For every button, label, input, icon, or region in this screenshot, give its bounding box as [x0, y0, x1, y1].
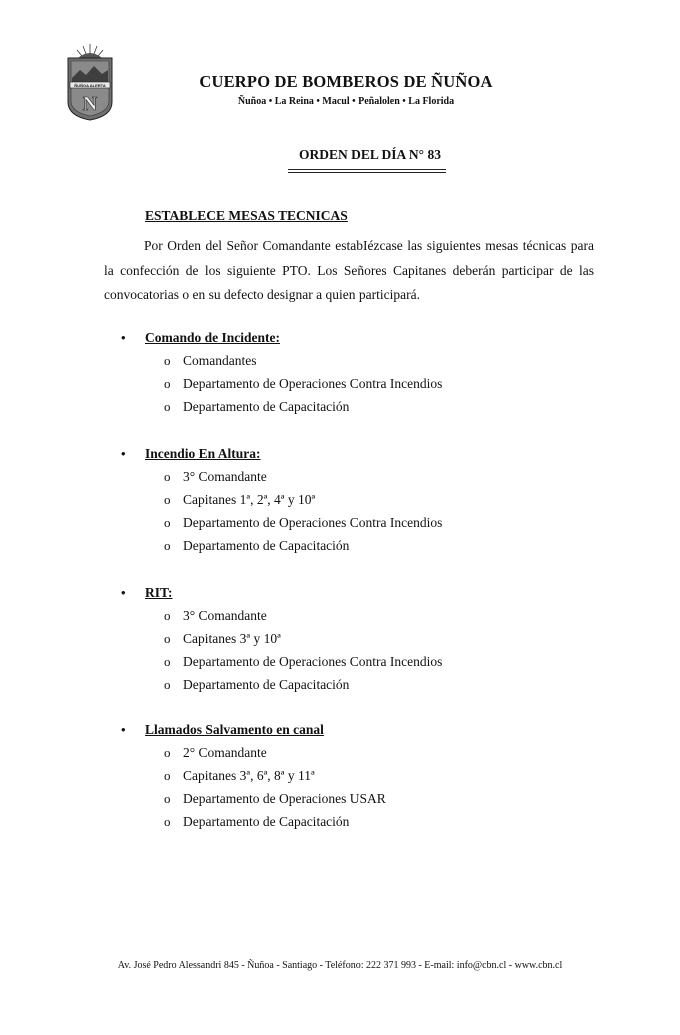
sub-bullet-marker: o — [164, 492, 171, 507]
list-item — [0, 631, 680, 654]
list-item — [0, 538, 680, 561]
communes-subtitle: Ñuñoa • La Reina • Macul • Peñalolen • La Florida — [237, 96, 455, 107]
sub-bullet-marker: o — [164, 631, 171, 646]
bullet-marker: • — [121, 330, 126, 345]
list-item — [0, 677, 680, 700]
bullet-marker: • — [121, 722, 126, 737]
group-heading — [0, 722, 680, 745]
group-label: Incendio En Altura: — [145, 446, 261, 461]
list-item-text: Capitanes 1ª, 2ª, 4ª y 10ª — [183, 492, 316, 507]
list-item — [0, 515, 680, 538]
list-item — [0, 376, 680, 399]
sub-bullet-marker: o — [164, 608, 171, 623]
sub-bullet-marker: o — [164, 353, 171, 368]
list-item — [0, 768, 680, 791]
sub-bullet-marker: o — [164, 791, 171, 806]
list-item — [0, 745, 680, 768]
list-item — [0, 492, 680, 515]
sub-bullet-marker: o — [164, 814, 171, 829]
order-title: ORDEN DEL DÍA N° 83 — [299, 147, 441, 162]
list-item — [0, 399, 680, 422]
list-item — [0, 608, 680, 631]
list-item-text: Departamento de Capacitación — [183, 677, 350, 692]
group-heading — [0, 446, 680, 469]
list-item-text: 3° Comandante — [183, 608, 267, 623]
list-item-text: 3° Comandante — [183, 469, 267, 484]
sub-bullet-marker: o — [164, 515, 171, 530]
sub-bullet-marker: o — [164, 768, 171, 783]
list-item — [0, 791, 680, 814]
group-llamados-salvamento-en-canal — [0, 722, 680, 837]
sub-bullet-marker: o — [164, 399, 171, 414]
list-item-text: Comandantes — [183, 353, 257, 368]
group-label: Llamados Salvamento en canal — [145, 722, 324, 737]
list-item — [0, 469, 680, 492]
intro-text: Por Orden del Señor Comandante estabIézcase las siguientes mesas técnicas para la confección de los siguiente PTO. Los Señores Capitanes deberán participar de las convocatorias o en su defecto designar a quien participará. — [104, 238, 594, 302]
footer-address: Av. José Pedro Alessandri 845 - Ñuñoa - Santiago - Teléfono: 222 371 993 - E-mail: info@cbn.cl - www.cbn.cl — [117, 960, 563, 971]
sub-bullet-marker: o — [164, 538, 171, 553]
sub-bullet-marker: o — [164, 745, 171, 760]
list-item-text: Departamento de Capacitación — [183, 399, 350, 414]
sub-bullet-marker: o — [164, 469, 171, 484]
list-item-text: Departamento de Capacitación — [183, 538, 350, 553]
bullet-marker: • — [121, 585, 126, 600]
sub-bullet-marker: o — [164, 376, 171, 391]
sub-bullet-marker: o — [164, 677, 171, 692]
group-heading — [0, 585, 680, 608]
sub-bullet-marker: o — [164, 654, 171, 669]
list-item-text: Capitanes 3ª, 6ª, 8ª y 11ª — [183, 768, 315, 783]
list-item-text: Departamento de Capacitación — [183, 814, 350, 829]
bullet-marker: • — [121, 446, 126, 461]
group-incendio-en-altura — [0, 446, 680, 561]
list-item-text: Departamento de Operaciones Contra Incendios — [183, 654, 443, 669]
list-item — [0, 353, 680, 376]
list-item-text: Capitanes 3ª y 10ª — [183, 631, 281, 646]
list-item-text: Departamento de Operaciones Contra Incendios — [183, 515, 443, 530]
list-item-text: Departamento de Operaciones USAR — [183, 791, 386, 806]
group-heading — [0, 330, 680, 353]
group-label: Comando de Incidente: — [145, 330, 281, 345]
list-item-text: Departamento de Operaciones Contra Incendios — [183, 376, 443, 391]
list-item-text: 2° Comandante — [183, 745, 267, 760]
group-comando-de-incidente — [0, 330, 680, 422]
crest-banner-text: ÑUÑOA ALERTA — [74, 82, 106, 88]
section-title: ESTABLECE MESAS TECNICAS — [145, 208, 348, 223]
group-label: RIT: — [145, 585, 173, 600]
crest-letter: N — [82, 93, 98, 115]
list-item — [0, 814, 680, 837]
list-item — [0, 654, 680, 677]
organization-title: CUERPO DE BOMBEROS DE ÑUÑOA — [199, 72, 493, 91]
group-rit — [0, 585, 680, 700]
